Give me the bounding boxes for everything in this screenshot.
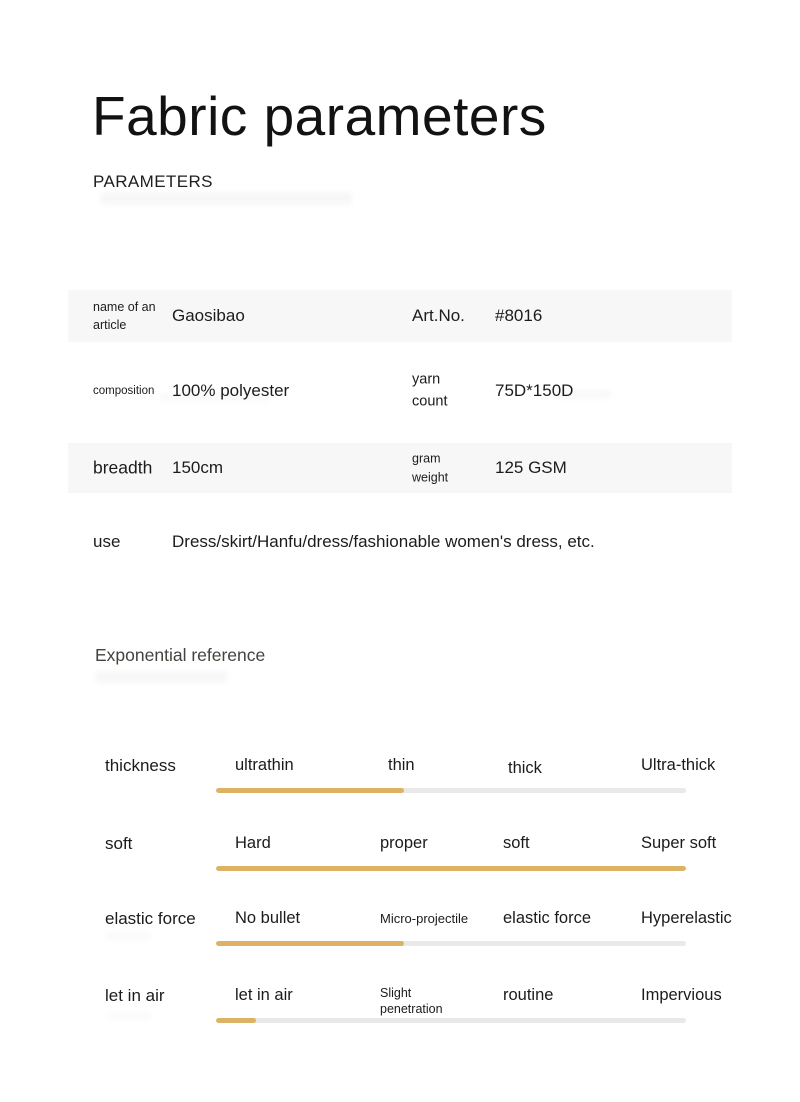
index-stop-label: Hyperelastic: [641, 909, 732, 927]
spec-row-composition: [68, 365, 732, 417]
index-row-elastic-force: [0, 909, 800, 971]
index-stop-label: Impervious: [641, 986, 722, 1004]
index-bar-fill: [216, 1018, 256, 1023]
spec-row-breadth: [68, 443, 732, 493]
index-stop-label: Hard: [235, 834, 271, 852]
index-stop-label: proper: [380, 834, 428, 852]
page-title: Fabric parameters: [92, 85, 547, 147]
index-row-soft: [0, 834, 800, 896]
spec-label-name-of-article: name of an article: [93, 299, 156, 332]
spec-value-breadth: 150cm: [172, 458, 224, 477]
spec-value-gram-weight: 125 GSM: [495, 458, 567, 477]
index-stop-label: routine: [503, 986, 554, 1004]
spec-label-breadth: breadth: [93, 457, 153, 478]
index-stop-label: let in air: [235, 986, 293, 1004]
index-row-label: let in air: [105, 986, 165, 1005]
spec-label-art-no: Art.No.: [412, 306, 465, 325]
spec-label-use: use: [93, 532, 121, 551]
index-stop-label: Super soft: [641, 834, 717, 852]
spec-row-name: [68, 290, 732, 342]
spec-label-gram-weight: gram weight: [412, 451, 449, 484]
spec-value-art-no: #8016: [495, 306, 543, 325]
index-stop-label: ultrathin: [235, 756, 294, 774]
index-row-thickness: [0, 756, 800, 818]
index-bar-fill: [216, 941, 404, 946]
index-row-let-in-air: [0, 986, 800, 1048]
index-bar-fill: [216, 788, 404, 793]
index-stop-label: Slight penetration: [380, 986, 443, 1016]
spec-label-yarn-count: yarn count: [412, 371, 448, 409]
index-bar-track: [216, 788, 686, 793]
spec-value-yarn-count: 75D*150D: [495, 381, 574, 400]
spec-value-composition: 100% polyester: [172, 381, 290, 400]
index-reference-heading: Exponential reference: [95, 645, 266, 665]
index-bar-fill: [216, 866, 686, 871]
index-stop-label: elastic force: [503, 909, 592, 927]
index-row-label: thickness: [105, 756, 176, 775]
spec-row-use: [68, 516, 732, 568]
index-stop-label: thick: [508, 759, 542, 777]
spec-value-article-name: Gaosibao: [172, 306, 245, 325]
index-bar-track: [216, 866, 686, 871]
page-subtitle: PARAMETERS: [93, 172, 213, 191]
index-stop-label: Micro-projectile: [380, 911, 469, 926]
index-stop-label: Ultra-thick: [641, 756, 716, 774]
index-stop-label: soft: [503, 834, 530, 852]
spec-value-use: Dress/skirt/Hanfu/dress/fashionable women's dress, etc.: [172, 532, 595, 551]
index-stop-label: thin: [388, 756, 415, 774]
index-bar-track: [216, 1018, 686, 1023]
ghost-artifact: [95, 671, 227, 683]
spec-label-composition: composition: [93, 385, 155, 397]
index-row-label: elastic force: [105, 909, 196, 928]
index-row-label: soft: [105, 834, 133, 853]
ghost-artifact: [100, 192, 352, 205]
index-stop-label: No bullet: [235, 909, 301, 927]
index-bar-track: [216, 941, 686, 946]
